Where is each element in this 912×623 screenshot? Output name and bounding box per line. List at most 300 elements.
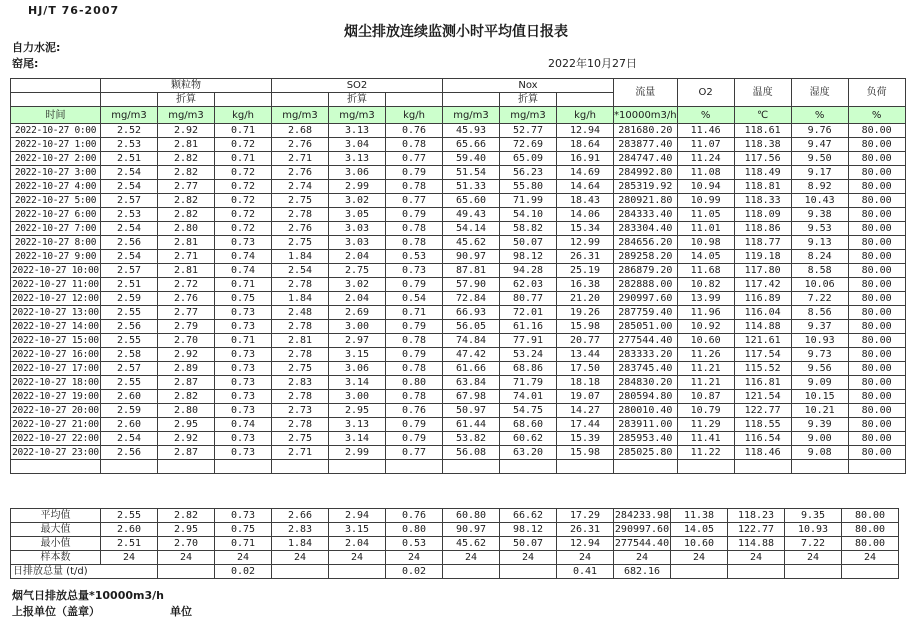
summary-value-cell: 24 (671, 551, 728, 565)
value-cell: 289258.20 (614, 250, 678, 264)
value-cell: 80.00 (848, 418, 905, 432)
header-temperature: 温度 (734, 79, 791, 107)
value-cell: 3.06 (329, 166, 386, 180)
summary-value-cell: 98.12 (500, 523, 557, 537)
table-row (11, 236, 906, 250)
value-cell: 0.79 (386, 166, 443, 180)
value-cell: 10.98 (677, 236, 734, 250)
value-cell: 116.54 (734, 432, 791, 446)
value-cell: 0.78 (386, 222, 443, 236)
value-cell: 3.13 (329, 418, 386, 432)
daily-total-value-cell: 682.16 (614, 565, 671, 579)
value-cell: 0.72 (215, 138, 272, 152)
value-cell: 87.81 (443, 264, 500, 278)
value-cell: 21.20 (557, 292, 614, 306)
value-cell: 80.00 (848, 278, 905, 292)
value-cell: 26.31 (557, 250, 614, 264)
summary-value-cell: 7.22 (785, 537, 842, 551)
value-cell: 15.39 (557, 432, 614, 446)
header-o2: O2 (677, 79, 734, 107)
value-cell: 0.79 (386, 278, 443, 292)
daily-total-value-cell (158, 565, 215, 579)
value-cell: 2.54 (101, 166, 158, 180)
summary-value-cell: 1.84 (272, 537, 329, 551)
value-cell: 0.78 (386, 180, 443, 194)
value-cell: 281680.20 (614, 124, 678, 138)
value-cell: 10.15 (791, 390, 848, 404)
value-cell: 19.26 (557, 306, 614, 320)
value-cell: 14.64 (557, 180, 614, 194)
value-cell: 2.75 (272, 236, 329, 250)
value-cell: 286879.20 (614, 264, 678, 278)
value-cell: 18.64 (557, 138, 614, 152)
unit-cell: % (848, 107, 905, 124)
value-cell: 11.07 (677, 138, 734, 152)
value-cell: 71.99 (500, 194, 557, 208)
value-cell: 121.54 (734, 390, 791, 404)
value-cell: 2.57 (101, 264, 158, 278)
value-cell: 117.56 (734, 152, 791, 166)
unit-cell: % (791, 107, 848, 124)
table-row (11, 334, 906, 348)
time-cell: 2022-10-27 16:00 (12, 349, 99, 360)
value-cell: 285051.00 (614, 320, 678, 334)
value-cell: 2.82 (158, 166, 215, 180)
summary-value-cell: 60.80 (443, 509, 500, 523)
value-cell: 52.77 (500, 124, 557, 138)
table-row (11, 166, 906, 180)
value-cell: 10.79 (677, 404, 734, 418)
value-cell: 116.04 (734, 306, 791, 320)
summary-value-cell: 10.60 (671, 537, 728, 551)
spacer-row (11, 460, 906, 474)
value-cell: 118.09 (734, 208, 791, 222)
summary-label: 平均值 (11, 509, 101, 523)
value-cell: 0.54 (386, 292, 443, 306)
summary-row (11, 551, 899, 565)
value-cell: 3.00 (329, 320, 386, 334)
value-cell: 11.96 (677, 306, 734, 320)
value-cell: 2.71 (272, 152, 329, 166)
value-cell: 49.43 (443, 208, 500, 222)
value-cell: 2.81 (158, 236, 215, 250)
value-cell: 15.98 (557, 446, 614, 460)
value-cell: 9.73 (791, 348, 848, 362)
value-cell: 285025.80 (614, 446, 678, 460)
value-cell: 2.81 (272, 334, 329, 348)
summary-value-cell: 2.94 (329, 509, 386, 523)
value-cell: 3.03 (329, 236, 386, 250)
value-cell: 290997.60 (614, 292, 678, 306)
value-cell: 117.54 (734, 348, 791, 362)
summary-value-cell: 14.05 (671, 523, 728, 537)
value-cell: 2.68 (272, 124, 329, 138)
table-row (11, 222, 906, 236)
value-cell: 0.53 (386, 250, 443, 264)
value-cell: 2.76 (272, 138, 329, 152)
value-cell: 15.34 (557, 222, 614, 236)
value-cell: 2.81 (158, 264, 215, 278)
value-cell: 2.54 (272, 264, 329, 278)
value-cell: 14.69 (557, 166, 614, 180)
summary-value-cell: 24 (728, 551, 785, 565)
value-cell: 7.22 (791, 292, 848, 306)
value-cell: 2.71 (272, 446, 329, 460)
value-cell: 74.01 (500, 390, 557, 404)
value-cell: 16.91 (557, 152, 614, 166)
company-label: 自力水泥: (12, 41, 61, 54)
value-cell: 2.69 (329, 306, 386, 320)
empty-cell (11, 460, 101, 474)
summary-value-cell: 45.62 (443, 537, 500, 551)
value-cell: 14.05 (677, 250, 734, 264)
value-cell: 2.54 (101, 432, 158, 446)
table-row (11, 152, 906, 166)
value-cell: 2.71 (158, 250, 215, 264)
summary-value-cell: 277544.40 (614, 538, 670, 549)
value-cell: 0.73 (215, 404, 272, 418)
value-cell: 0.73 (215, 236, 272, 250)
value-cell: 114.88 (734, 320, 791, 334)
value-cell: 10.93 (791, 334, 848, 348)
summary-value-cell: 80.00 (842, 537, 899, 551)
value-cell: 3.02 (329, 194, 386, 208)
value-cell: 2.78 (272, 208, 329, 222)
value-cell: 0.74 (215, 418, 272, 432)
summary-value-cell: 114.88 (728, 537, 785, 551)
value-cell: 285319.92 (614, 180, 678, 194)
value-cell: 2.89 (158, 362, 215, 376)
value-cell: 80.00 (848, 166, 905, 180)
value-cell: 63.20 (500, 446, 557, 460)
time-cell: 2022-10-27 8:00 (11, 236, 101, 250)
table-row (11, 194, 906, 208)
value-cell: 11.01 (677, 222, 734, 236)
value-cell: 118.61 (734, 124, 791, 138)
value-cell: 0.77 (386, 152, 443, 166)
summary-value-cell: 290997.60 (614, 524, 670, 535)
value-cell: 2.73 (272, 404, 329, 418)
summary-value-cell: 2.55 (101, 509, 158, 523)
value-cell: 74.84 (443, 334, 500, 348)
table-row (11, 432, 906, 446)
empty-cell (386, 460, 443, 474)
value-cell: 3.14 (329, 376, 386, 390)
time-header: 时间 (11, 107, 101, 124)
value-cell: 0.78 (386, 236, 443, 250)
value-cell: 47.42 (443, 348, 500, 362)
value-cell: 119.18 (734, 250, 791, 264)
value-cell: 118.46 (734, 446, 791, 460)
unit-label: 单位 (170, 605, 192, 618)
value-cell: 2.55 (101, 306, 158, 320)
value-cell: 117.42 (734, 278, 791, 292)
nox-conversion-label: 折算 (500, 93, 557, 107)
value-cell: 3.15 (329, 348, 386, 362)
value-cell: 13.44 (557, 348, 614, 362)
time-cell: 2022-10-27 9:00 (11, 250, 101, 264)
value-cell: 80.00 (848, 194, 905, 208)
summary-value-cell: 24 (500, 551, 557, 565)
summary-value-cell: 17.29 (557, 509, 614, 523)
value-cell: 10.94 (677, 180, 734, 194)
value-cell: 80.00 (848, 362, 905, 376)
summary-value-cell: 2.66 (272, 509, 329, 523)
value-cell: 0.76 (386, 404, 443, 418)
summary-value-cell: 0.53 (386, 537, 443, 551)
units-header-row (11, 107, 906, 124)
value-cell: 2.54 (101, 180, 158, 194)
value-cell: 285953.40 (614, 432, 678, 446)
value-cell: 118.77 (734, 236, 791, 250)
summary-value-cell: 26.31 (557, 523, 614, 537)
value-cell: 0.73 (215, 320, 272, 334)
hourly-rows (11, 124, 906, 474)
value-cell: 9.17 (791, 166, 848, 180)
value-cell: 80.00 (848, 432, 905, 446)
value-cell: 72.84 (443, 292, 500, 306)
empty-cell (848, 460, 905, 474)
empty-cell (500, 460, 557, 474)
value-cell: 11.46 (677, 124, 734, 138)
value-cell: 60.62 (500, 432, 557, 446)
value-cell: 2.82 (158, 390, 215, 404)
empty-cell (443, 460, 500, 474)
value-cell: 80.00 (848, 236, 905, 250)
value-cell: 2.60 (101, 390, 158, 404)
value-cell: 2.97 (329, 334, 386, 348)
value-cell: 9.50 (791, 152, 848, 166)
value-cell: 0.72 (215, 222, 272, 236)
value-cell: 2.72 (158, 278, 215, 292)
value-cell: 80.00 (848, 138, 905, 152)
value-cell: 17.44 (557, 418, 614, 432)
summary-value-cell: 9.35 (785, 509, 842, 523)
time-cell: 2022-10-27 4:00 (11, 180, 101, 194)
value-cell: 0.78 (386, 334, 443, 348)
value-cell: 9.13 (791, 236, 848, 250)
unit-cell: ℃ (734, 107, 791, 124)
value-cell: 2.51 (101, 278, 158, 292)
time-cell: 2022-10-27 6:00 (11, 208, 101, 222)
daily-total-value-cell (671, 565, 728, 579)
value-cell: 54.14 (443, 222, 500, 236)
time-header-blank2 (11, 93, 101, 107)
value-cell: 2.78 (272, 278, 329, 292)
value-cell: 282888.00 (614, 278, 678, 292)
group-header-so2: SO2 (272, 79, 443, 93)
empty-cell (101, 460, 158, 474)
value-cell: 65.66 (443, 138, 500, 152)
value-cell: 80.00 (848, 222, 905, 236)
value-cell: 10.92 (677, 320, 734, 334)
standard-code: HJ/T 76-2007 (28, 4, 120, 17)
empty-cell (677, 460, 734, 474)
value-cell: 11.08 (677, 166, 734, 180)
value-cell: 9.08 (791, 446, 848, 460)
report-date: 2022年10月27日 (548, 57, 637, 70)
value-cell: 2.59 (101, 404, 158, 418)
group-header-nox: Nox (443, 79, 614, 93)
table-row (11, 208, 906, 222)
value-cell: 0.78 (386, 390, 443, 404)
value-cell: 3.03 (329, 222, 386, 236)
pm-conversion-label: 折算 (158, 93, 215, 107)
time-cell: 2022-10-27 10:00 (12, 265, 99, 276)
value-cell: 10.99 (677, 194, 734, 208)
value-cell: 45.62 (443, 236, 500, 250)
value-cell: 0.80 (386, 376, 443, 390)
time-cell: 2022-10-27 21:00 (12, 419, 99, 430)
value-cell: 45.93 (443, 124, 500, 138)
daily-total-value-cell: 0.02 (386, 565, 443, 579)
value-cell: 2.81 (158, 138, 215, 152)
summary-value-cell: 11.38 (671, 509, 728, 523)
unit-cell: kg/h (386, 107, 443, 124)
time-cell: 2022-10-27 5:00 (11, 194, 101, 208)
value-cell: 0.71 (215, 278, 272, 292)
time-cell: 2022-10-27 12:00 (12, 293, 99, 304)
value-cell: 80.00 (848, 446, 905, 460)
unit-cell: kg/h (215, 107, 272, 124)
table-row (11, 404, 906, 418)
value-cell: 0.73 (215, 306, 272, 320)
unit-cell: mg/m3 (443, 107, 500, 124)
empty-cell (734, 460, 791, 474)
value-cell: 2.54 (101, 250, 158, 264)
value-cell: 12.94 (557, 124, 614, 138)
value-cell: 284656.20 (614, 236, 678, 250)
daily-total-value-cell (443, 565, 500, 579)
empty-cell (791, 460, 848, 474)
group-header-pm: 颗粒物 (101, 79, 272, 93)
value-cell: 59.40 (443, 152, 500, 166)
value-cell: 2.77 (158, 306, 215, 320)
value-cell: 11.26 (677, 348, 734, 362)
value-cell: 2.78 (272, 390, 329, 404)
value-cell: 90.97 (443, 250, 500, 264)
value-cell: 2.59 (101, 292, 158, 306)
value-cell: 0.79 (386, 432, 443, 446)
time-cell: 2022-10-27 1:00 (11, 138, 101, 152)
value-cell: 94.28 (500, 264, 557, 278)
table-row (11, 180, 906, 194)
value-cell: 0.71 (215, 334, 272, 348)
summary-value-cell: 284233.98 (614, 510, 670, 521)
value-cell: 2.99 (329, 180, 386, 194)
value-cell: 10.82 (677, 278, 734, 292)
summary-value-cell: 118.23 (728, 509, 785, 523)
value-cell: 2.75 (329, 264, 386, 278)
value-cell: 284992.80 (614, 166, 678, 180)
hourly-average-table (10, 78, 906, 474)
value-cell: 3.13 (329, 152, 386, 166)
value-cell: 14.06 (557, 208, 614, 222)
value-cell: 1.84 (272, 292, 329, 306)
page-title: 烟尘排放连续监测小时平均值日报表 (344, 24, 568, 40)
value-cell: 9.37 (791, 320, 848, 334)
value-cell: 280010.40 (614, 404, 678, 418)
unit-cell: mg/m3 (329, 107, 386, 124)
value-cell: 80.00 (848, 124, 905, 138)
table-row (11, 264, 906, 278)
time-cell: 2022-10-27 20:00 (12, 405, 99, 416)
summary-label: 最小值 (11, 537, 101, 551)
value-cell: 11.22 (677, 446, 734, 460)
value-cell: 1.84 (272, 250, 329, 264)
value-cell: 61.16 (500, 320, 557, 334)
value-cell: 121.61 (734, 334, 791, 348)
value-cell: 283304.40 (614, 222, 678, 236)
value-cell: 284333.40 (614, 208, 678, 222)
empty-cell (557, 460, 614, 474)
value-cell: 118.81 (734, 180, 791, 194)
value-cell: 18.18 (557, 376, 614, 390)
value-cell: 0.79 (386, 208, 443, 222)
value-cell: 3.02 (329, 278, 386, 292)
time-cell: 2022-10-27 11:00 (12, 279, 99, 290)
value-cell: 9.00 (791, 432, 848, 446)
group-header-row (11, 79, 906, 93)
value-cell: 11.68 (677, 264, 734, 278)
value-cell: 80.00 (848, 264, 905, 278)
value-cell: 16.38 (557, 278, 614, 292)
value-cell: 3.13 (329, 124, 386, 138)
empty-cell (614, 460, 678, 474)
value-cell: 50.97 (443, 404, 500, 418)
time-cell: 2022-10-27 22:00 (12, 433, 99, 444)
unit-cell: mg/m3 (500, 107, 557, 124)
value-cell: 11.21 (677, 376, 734, 390)
value-cell: 11.29 (677, 418, 734, 432)
value-cell: 10.60 (677, 334, 734, 348)
empty-cell (158, 460, 215, 474)
time-header-blank (11, 79, 101, 93)
value-cell: 80.00 (848, 404, 905, 418)
value-cell: 118.86 (734, 222, 791, 236)
value-cell: 61.66 (443, 362, 500, 376)
value-cell: 0.74 (215, 264, 272, 278)
value-cell: 2.52 (101, 124, 158, 138)
value-cell: 0.71 (215, 152, 272, 166)
summary-value-cell: 24 (614, 551, 671, 565)
value-cell: 280921.80 (614, 194, 678, 208)
summary-value-cell: 24 (101, 551, 158, 565)
daily-total-value-cell (500, 565, 557, 579)
value-cell: 80.00 (848, 250, 905, 264)
value-cell: 10.87 (677, 390, 734, 404)
value-cell: 0.72 (215, 194, 272, 208)
value-cell: 20.77 (557, 334, 614, 348)
value-cell: 19.07 (557, 390, 614, 404)
value-cell: 65.09 (500, 152, 557, 166)
summary-value-cell: 50.07 (500, 537, 557, 551)
value-cell: 2.87 (158, 446, 215, 460)
table-row (11, 124, 906, 138)
value-cell: 283333.20 (614, 348, 678, 362)
value-cell: 0.72 (215, 166, 272, 180)
time-cell: 2022-10-27 23:00 (12, 447, 99, 458)
value-cell: 8.58 (791, 264, 848, 278)
time-cell: 2022-10-27 19:00 (12, 391, 99, 402)
value-cell: 115.52 (734, 362, 791, 376)
value-cell: 0.78 (386, 362, 443, 376)
value-cell: 2.53 (101, 138, 158, 152)
value-cell: 116.81 (734, 376, 791, 390)
summary-label: 最大值 (11, 523, 101, 537)
table-row (11, 376, 906, 390)
value-cell: 0.77 (386, 446, 443, 460)
